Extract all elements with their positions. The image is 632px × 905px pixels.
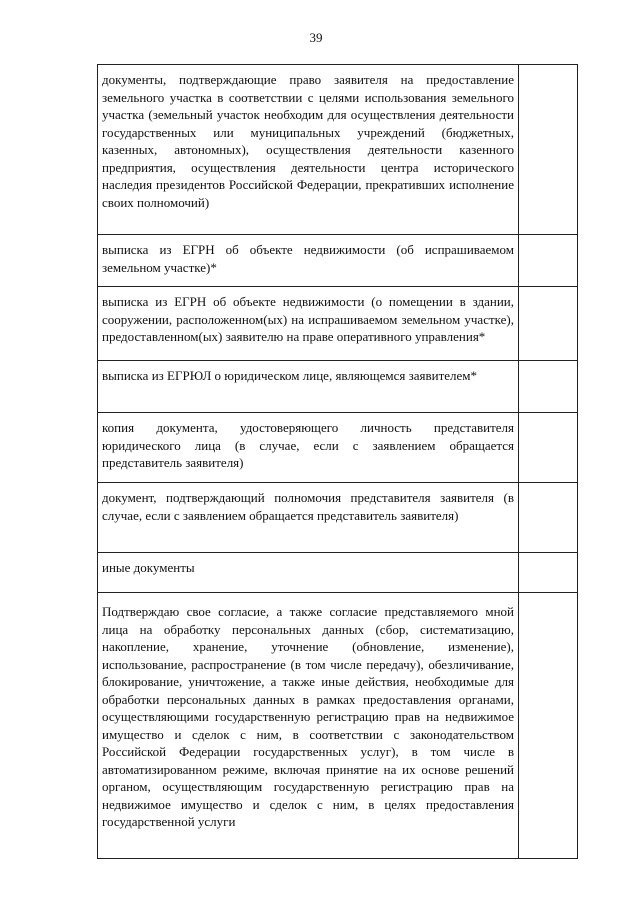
row-text-egrul: выписка из ЕГРЮЛ о юридическом лице, являющемся заявителем*: [98, 361, 519, 412]
table-row-egrn-premises: [98, 287, 577, 361]
table-row-egrul: [98, 361, 577, 413]
table-row-rights-documents: [98, 65, 577, 235]
row-text-egrn-land: выписка из ЕГРН об объекте недвижимости (об испрашиваемом земельном участке)*: [98, 235, 519, 286]
row-mark-cell-other-documents[interactable]: [519, 553, 577, 592]
row-mark-cell-consent[interactable]: [519, 593, 577, 858]
row-text-egrn-premises: выписка из ЕГРН об объекте недвижимости (о помещении в здании, сооружении, расположенном(ых) на испрашиваемом земельном участке), предоставленном(ых) заявителю на праве оперативного управления*: [98, 287, 519, 360]
document-table: [97, 64, 578, 859]
row-mark-cell-egrn-premises[interactable]: [519, 287, 577, 360]
row-mark-cell-egrn-land[interactable]: [519, 235, 577, 286]
row-mark-cell-rights-documents[interactable]: [519, 65, 577, 234]
row-text-consent: Подтверждаю свое согласие, а также согласие представляемого мной лица на обработку персональных данных (сбор, систематизацию, накопление, хранение, уточнение (обновление, изменение), использование, распространение (в том числе передачу), обезличивание, блокирование, уничтожение, а также иные действия, необходимые для обработки персональных данных в рамках предоставления органами, осуществляющими государственную регистрацию прав на недвижимое имущество и сделок с ним, в соответствии с законодательством Российской Федерации государственных услуг), в том числе в автоматизированном режиме, включая принятие на их основе решений органом, осуществляющим государственную регистрацию прав на недвижимое имущество и сделок с ним, в целях предоставления государственной услуги: [98, 593, 519, 858]
table-row-authority-document: [98, 483, 577, 553]
row-text-other-documents: иные документы: [98, 553, 519, 592]
row-text-rights-documents: документы, подтверждающие право заявителя на предоставление земельного участка в соответствии с целями использования земельного участка (земельный участок необходим для осуществления деятельности государственных или муниципальных учреждений (бюджетных, казенных, автономных), осуществления деятельности казенного предприятия, осуществления деятельности центра исторического наследия президентов Российской Федерации, прекративших исполнение своих полномочий): [98, 65, 519, 234]
table-row-consent: [98, 593, 577, 858]
row-mark-cell-egrul[interactable]: [519, 361, 577, 412]
table-row-identity-copy: [98, 413, 577, 483]
row-text-identity-copy: копия документа, удостоверяющего личность представителя юридического лица (в случае, если с заявлением обращается представитель заявителя): [98, 413, 519, 482]
page-number: 39: [309, 30, 323, 45]
row-mark-cell-authority-document[interactable]: [519, 483, 577, 552]
row-text-authority-document: документ, подтверждающий полномочия представителя заявителя (в случае, если с заявлением обращается представитель заявителя): [98, 483, 519, 552]
table-row-other-documents: [98, 553, 577, 593]
row-mark-cell-identity-copy[interactable]: [519, 413, 577, 482]
table-row-egrn-land: [98, 235, 577, 287]
